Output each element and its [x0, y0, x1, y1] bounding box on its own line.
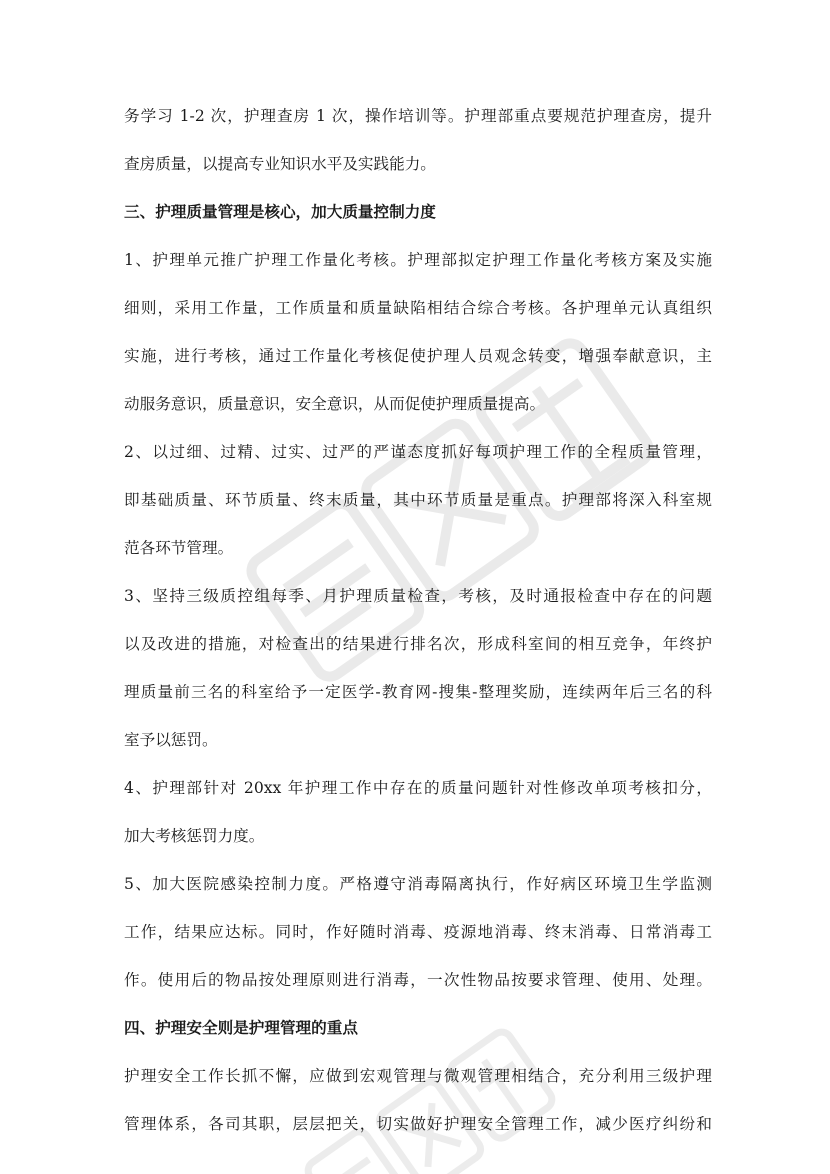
section-heading: 四、护理安全则是护理管理的重点	[124, 1018, 358, 1037]
line-gap	[124, 704, 712, 728]
paragraph-line: 即基础质量、环节质量、终末质量，其中环节质量是重点。护理部将深入科室规	[124, 491, 712, 509]
paragraph-line: 工作，结果应达标。同时，作好随时消毒、疫源地消毒、终末消毒、日常消毒工	[124, 923, 712, 941]
line-gap	[124, 368, 712, 392]
line-gap	[124, 560, 712, 584]
line-gap	[124, 992, 712, 1016]
line-gap	[124, 1040, 712, 1064]
line-gap	[124, 272, 712, 296]
line-gap	[124, 224, 712, 248]
line-gap	[124, 512, 712, 536]
line-gap	[124, 128, 712, 152]
paragraph-line: 5、加大医院感染控制力度。严格遵守消毒隔离执行，作好病区环境卫生学监测	[124, 875, 712, 893]
line-gap	[124, 656, 712, 680]
line-gap	[124, 608, 712, 632]
paragraph-line: 实施，进行考核，通过工作量化考核促使护理人员观念转变，增强奉献意识，主	[124, 347, 712, 365]
paragraph-line: 范各环节管理。	[124, 539, 234, 557]
paragraph-line: 4、护理部针对 20xx 年护理工作中存在的质量问题针对性修改单项考核扣分，	[124, 779, 712, 797]
line-gap	[124, 416, 712, 440]
line-gap	[124, 1088, 712, 1112]
line-gap	[124, 176, 712, 200]
paragraph-line: 查房质量，以提高专业知识水平及实践能力。	[124, 155, 436, 173]
paragraph-line: 加大考核惩罚力度。	[124, 827, 265, 845]
paragraph-line: 以及改进的措施，对检查出的结果进行排名次，形成科室间的相互竞争，年终护	[124, 635, 712, 653]
paragraph-line: 1、护理单元推广护理工作量化考核。护理部拟定护理工作量化考核方案及实施	[124, 251, 712, 269]
paragraph-line: 动服务意识，质量意识，安全意识，从而促使护理质量提高。	[124, 395, 546, 413]
paragraph-line: 3、坚持三级质控组每季、月护理质量检查，考核，及时通报检查中存在的问题	[124, 587, 712, 605]
line-gap	[124, 800, 712, 824]
section-heading: 三、护理质量管理是核心，加大质量控制力度	[124, 202, 436, 221]
line-gap	[124, 464, 712, 488]
paragraph-line: 作。使用后的物品按处理原则进行消毒，一次性物品按要求管理、使用、处理。	[124, 971, 712, 989]
line-gap	[124, 896, 712, 920]
paragraph-line: 理质量前三名的科室给予一定医学-教育网-搜集-整理奖励，连续两年后三名的科	[124, 683, 712, 701]
paragraph-line: 管理体系，各司其职，层层把关，切实做好护理安全管理工作，减少医疗纠纷和	[124, 1115, 712, 1133]
line-gap	[124, 848, 712, 872]
document-body	[124, 104, 712, 1136]
paragraph-line: 细则，采用工作量，工作质量和质量缺陷相结合综合考核。各护理单元认真组织	[124, 299, 712, 317]
paragraph-line: 护理安全工作长抓不懈，应做到宏观管理与微观管理相结合，充分利用三级护理	[124, 1067, 712, 1085]
line-gap	[124, 320, 712, 344]
line-gap	[124, 752, 712, 776]
paragraph-line: 室予以惩罚。	[124, 731, 218, 749]
paragraph-line: 2、以过细、过精、过实、过严的严谨态度抓好每项护理工作的全程质量管理，	[124, 443, 712, 461]
line-gap	[124, 944, 712, 968]
paragraph-line: 务学习 1-2 次，护理查房 1 次，操作培训等。护理部重点要规范护理查房，提升	[124, 107, 712, 125]
